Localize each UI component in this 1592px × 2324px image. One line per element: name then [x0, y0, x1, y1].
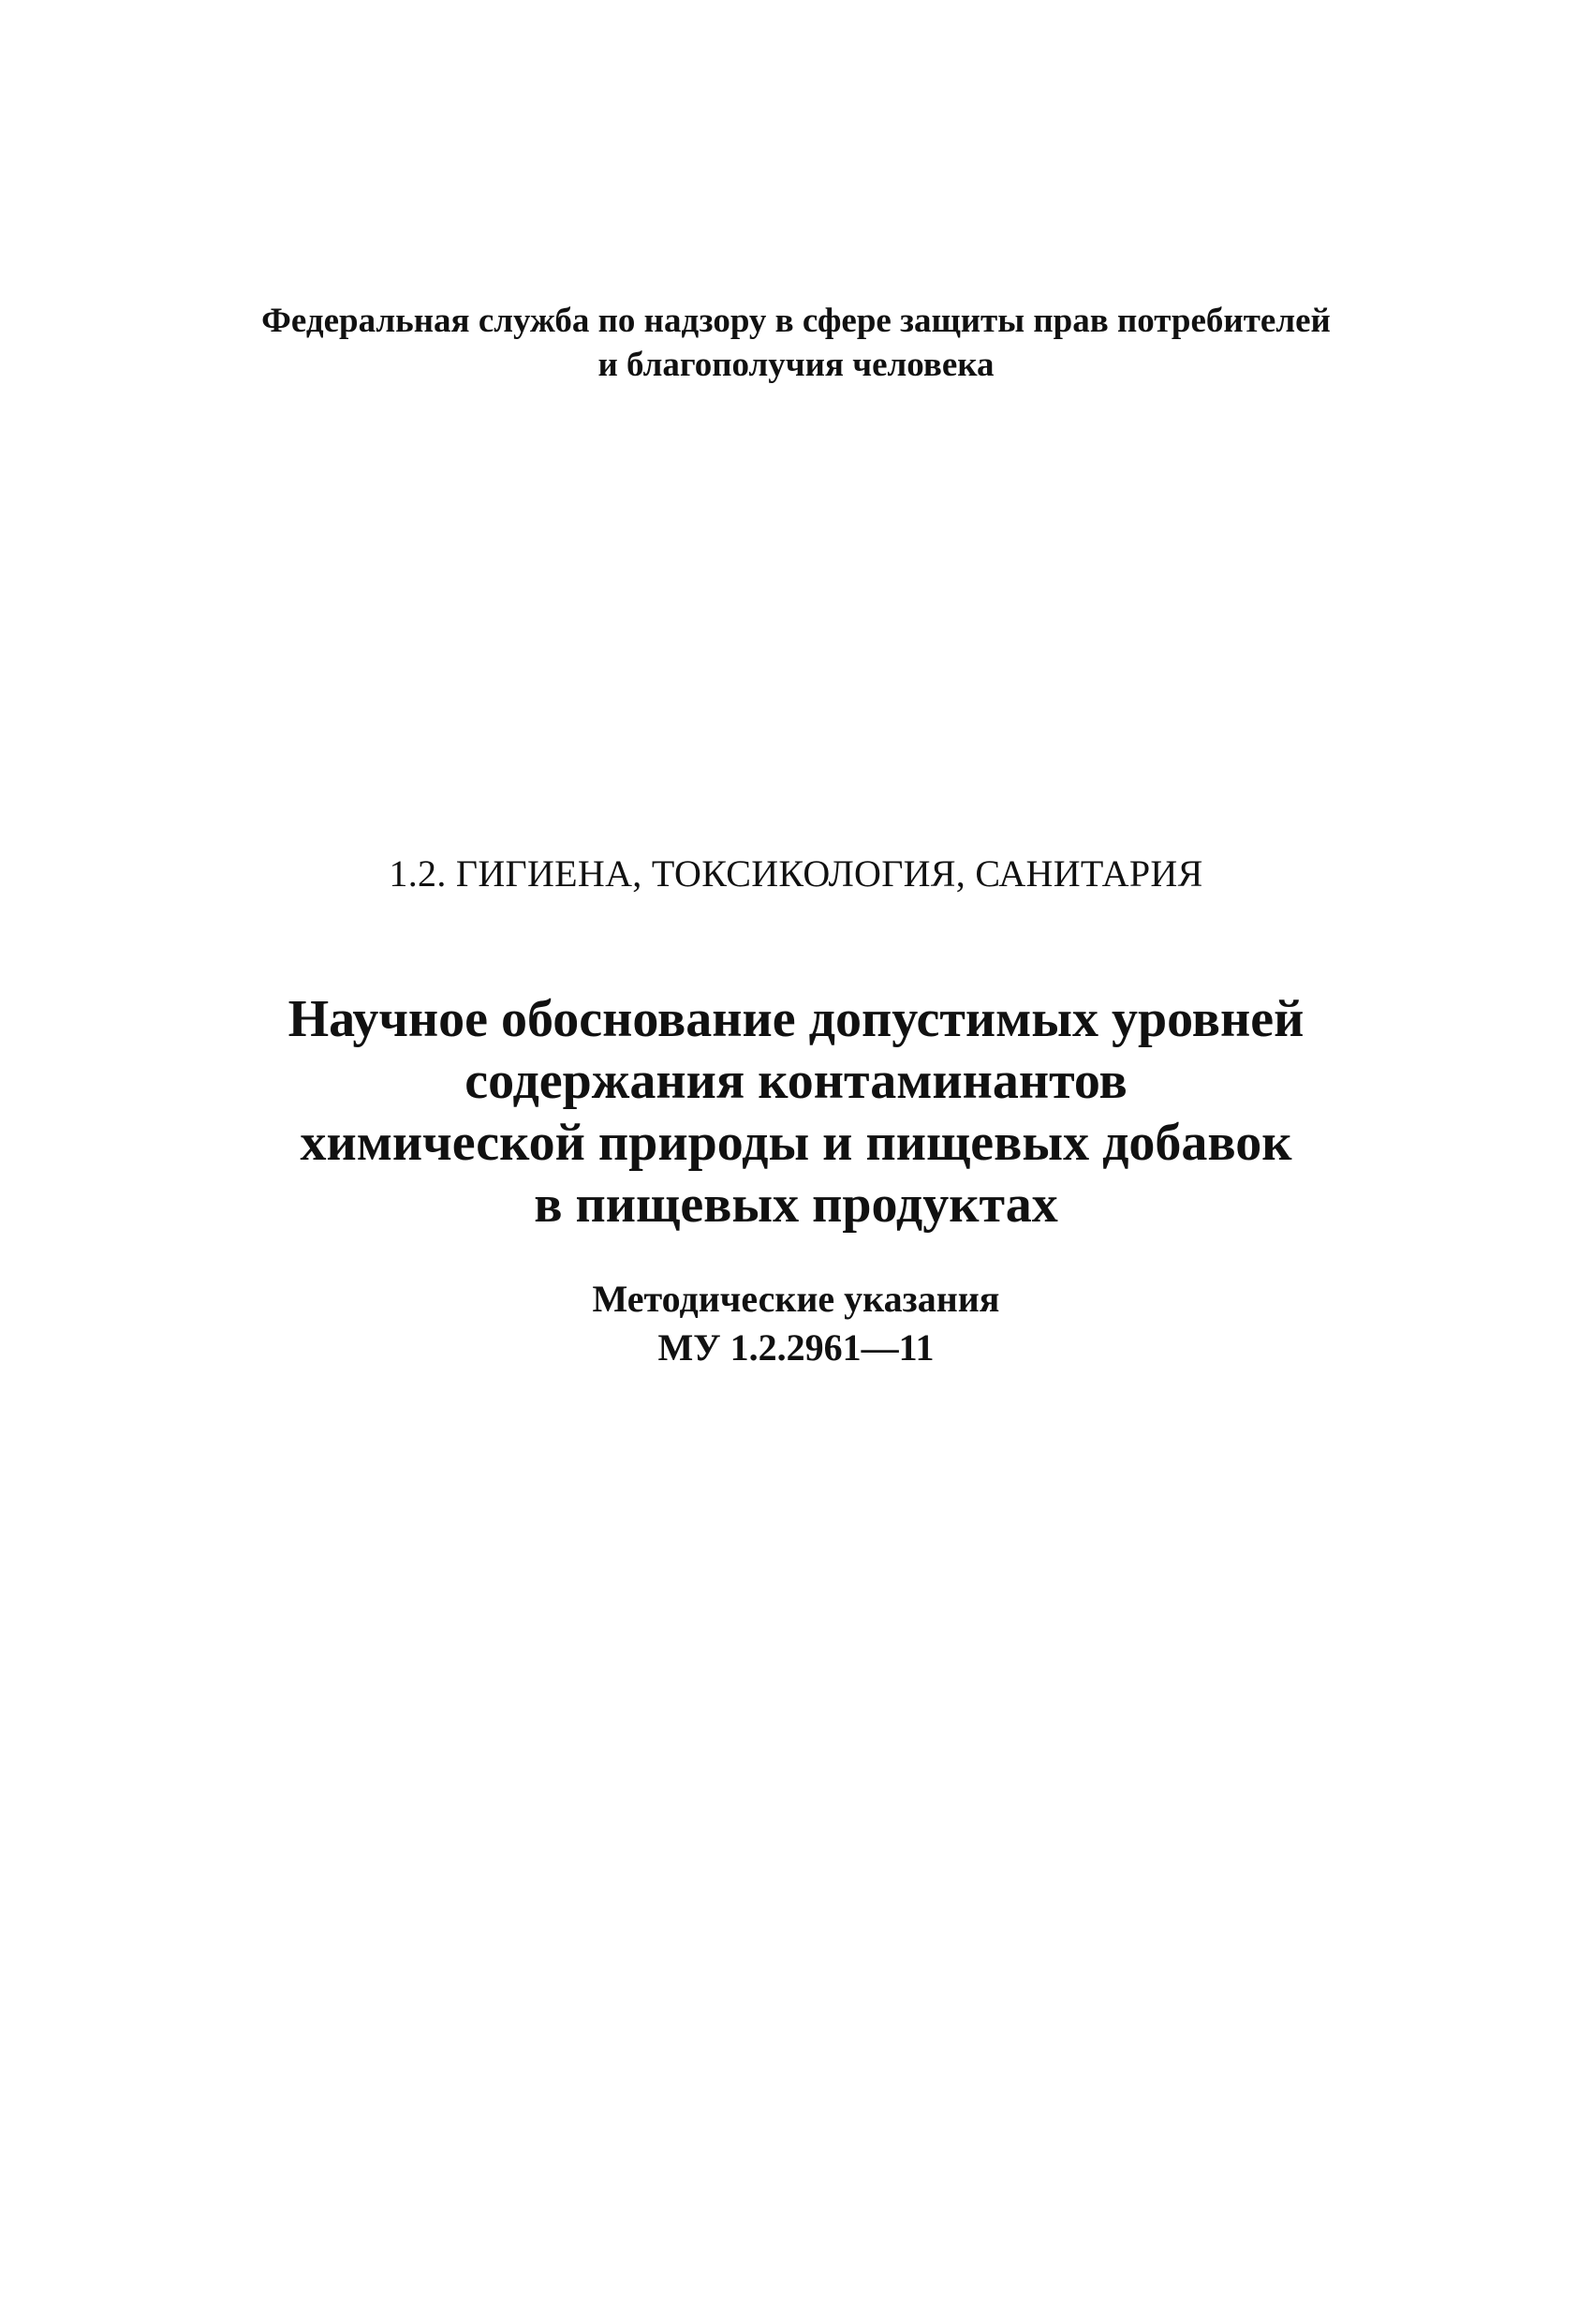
agency-name-line-1: Федеральная служба по надзору в сфере защиты прав потребителей — [261, 302, 1331, 340]
document-type: Методические указания — [592, 1278, 1000, 1320]
title-line-2: содержания контаминантов — [464, 1052, 1128, 1110]
title-line-1: Научное обоснование допустимых уровней — [287, 990, 1305, 1048]
title-line-4: в пищевых продуктах — [534, 1176, 1058, 1234]
section-heading: 1.2. ГИГИЕНА, ТОКСИКОЛОГИЯ, САНИТАРИЯ — [389, 852, 1203, 895]
document-code: МУ 1.2.2961—11 — [657, 1326, 935, 1369]
title-line-3: химической природы и пищевых добавок — [300, 1114, 1292, 1172]
agency-name-line-2: и благополучия человека — [597, 346, 995, 384]
